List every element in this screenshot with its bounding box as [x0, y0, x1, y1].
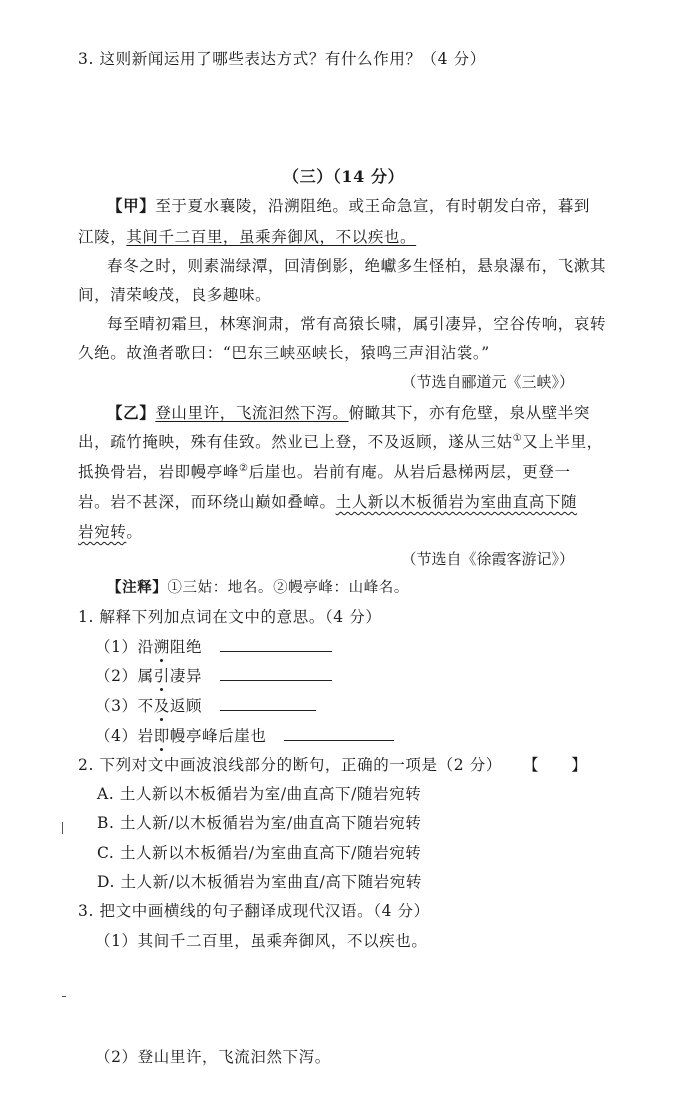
q3-answer-space-1[interactable]	[95, 958, 575, 1043]
scan-mark	[62, 822, 63, 834]
scan-mark	[62, 996, 66, 997]
yi-line-2-b: 又上半里，	[522, 433, 603, 451]
jia-underlined-sentence: 其间千二百里，虽乘奔御风，不以疾也。	[126, 228, 417, 246]
yi-line-3-b: 后崖也。岩前有庵。从岩后悬梯两层，更登一	[248, 463, 571, 481]
jia-source: （节选自郦道元《三峡》）	[401, 373, 574, 391]
q1-item-1-answer-blank[interactable]	[220, 637, 332, 652]
jia-para3-line-1: 每至晴初霜旦，林寒涧肃，常有高猿长啸，属引凄异，空谷传响，哀转	[107, 315, 607, 333]
jia-line-2	[78, 227, 416, 247]
q1-item-3-post: 返顾	[169, 697, 203, 715]
q1-item-3-answer-blank[interactable]	[220, 696, 316, 711]
q2-option-b[interactable]: B. 土人新/以木板循岩为室/曲直高下随岩宛转	[97, 814, 422, 832]
q1-item-3-dotted-word: 及	[153, 697, 170, 715]
q1-item-1-pre: （1）沿	[95, 638, 154, 656]
jia-para2-line-1: 春冬之时，则素湍绿潭，回清倒影，绝巘多生怪柏，悬泉瀑布，飞漱其	[107, 257, 607, 275]
q1-item-4-post: 幔亭峰后崖也	[169, 727, 267, 745]
yi-source: （节选自《徐霞客游记》）	[401, 550, 574, 568]
q3-sub-1: （1）其间千二百里，虽乘奔御风，不以疾也。	[95, 932, 428, 950]
jia-para3-line-2: 久绝。故渔者歌曰：“巴东三峡巫峡长，猿鸣三声泪沾裳。”	[78, 344, 490, 362]
yi-wavy-sentence-part-1: 土人新以木板循岩为室曲直高下随	[335, 493, 578, 511]
q1-item-2	[95, 666, 332, 686]
jia-para2-line-2: 间，清荣峻茂，良多趣味。	[78, 286, 272, 304]
q2-option-d[interactable]: D. 土人新/以木板循岩为室曲直/高下随岩宛转	[97, 873, 422, 891]
q1-item-4-dotted-word: 即	[153, 727, 170, 745]
question-3-top: 3. 这则新闻运用了哪些表达方式？有什么作用？（4 分）	[78, 50, 486, 68]
q1-item-1-dotted-word: 溯	[153, 638, 170, 656]
jia-line-2-pre: 江陵，	[78, 228, 127, 246]
yi-underlined-sentence: 登山里许，飞流汩然下泻。	[155, 404, 349, 422]
q3-sub-2: （2）登山里许，飞流汩然下泻。	[95, 1048, 331, 1066]
yi-line-4	[78, 492, 577, 512]
q1-stem: 1. 解释下列加点词在文中的意思。（4 分）	[78, 608, 382, 626]
q1-item-2-pre: （2）属	[95, 667, 154, 685]
yi-line-2	[78, 432, 603, 452]
note-ref-1: ①	[512, 432, 523, 444]
yi-wavy-sentence-part-2: 岩宛转	[78, 523, 127, 541]
annotation-text: ①三姑：地名。②幔亭峰：山峰名。	[167, 580, 410, 596]
q2-option-a[interactable]: A. 土人新以木板循岩为室/曲直高下/随岩宛转	[97, 785, 422, 803]
q1-item-3-pre: （3）不	[95, 697, 154, 715]
yi-line-2-a: 出，疏竹掩映，殊有佳致。然业已上登，不及返顾，遂从三姑	[78, 433, 513, 451]
annotation-label: 【注释】	[107, 579, 168, 596]
yi-line-5	[78, 522, 142, 542]
annotation	[107, 578, 409, 598]
q2-stem: 2. 下列对文中画波浪线部分的断句，正确的一项是（2 分）	[78, 756, 502, 774]
yi-line-5-end: 。	[126, 523, 143, 541]
yi-line-3	[78, 462, 571, 482]
q1-item-3	[95, 696, 316, 716]
jia-line-1-text: 至于夏水襄陵，沿溯阻绝。或王命急宣，有时朝发白帝，暮到	[155, 197, 591, 215]
q1-item-4	[95, 726, 394, 746]
yi-line-3-a: 抵换骨岩，岩即幔亭峰	[78, 463, 240, 481]
yi-label: 【乙】	[107, 403, 156, 422]
jia-line-1	[107, 196, 590, 216]
yi-line-1-rest: 俯瞰其下，亦有危壁，泉从壁半突	[348, 404, 591, 422]
q1-item-2-dotted-word: 引	[153, 667, 170, 685]
q1-item-4-answer-blank[interactable]	[284, 726, 394, 741]
q3-stem: 3. 把文中画横线的句子翻译成现代汉语。（4 分）	[78, 902, 430, 920]
note-ref-2: ②	[239, 462, 249, 474]
q1-item-2-answer-blank[interactable]	[220, 666, 332, 681]
q1-item-1	[95, 637, 332, 657]
q1-item-4-pre: （4）岩	[95, 727, 154, 745]
yi-line-4-pre: 岩。岩不甚深，而环绕山巅如叠嶂。	[78, 493, 336, 511]
jia-label: 【甲】	[107, 196, 156, 215]
q2-answer-bracket[interactable]: 【 】	[523, 756, 588, 774]
q2-option-c[interactable]: C. 土人新以木板循岩/为室曲直高下/随岩宛转	[97, 844, 422, 862]
yi-line-1	[107, 403, 590, 423]
q1-item-1-post: 阻绝	[169, 638, 203, 656]
section-title: （三）（14 分）	[283, 167, 405, 186]
q1-item-2-post: 凄异	[169, 667, 203, 685]
